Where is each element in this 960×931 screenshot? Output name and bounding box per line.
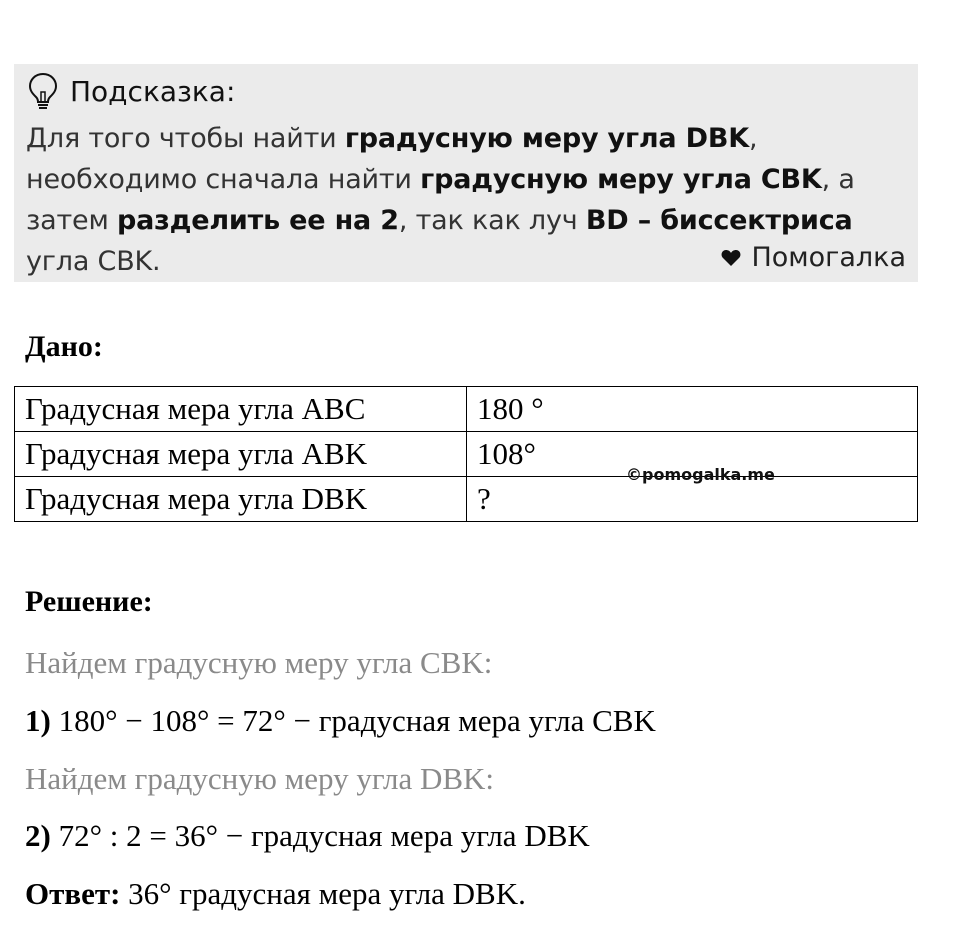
answer-label: Ответ: [25,876,121,911]
step2-number: 2) [25,818,51,853]
given-heading: Дано: [25,330,103,363]
step1-number: 1) [25,703,51,738]
hint-text-bold: градусную меру угла CBK [420,164,822,195]
hint-text-bold: разделить ее на 2 [117,205,399,236]
heart-icon [721,249,741,267]
hint-box [14,64,918,282]
lightbulb-icon [28,72,58,110]
hint-text-part: , а затем [26,164,855,236]
hint-text-part: , необходимо сначала найти [26,123,758,195]
table-cell: 108° [467,432,918,477]
hint-header [28,72,235,110]
hint-text-part: угла CBK. [26,246,161,277]
table-cell: Градусная мера угла ABK [15,432,467,477]
table-cell: Градусная мера угла DBK [15,477,467,522]
step1-intro: Найдем градусную меру угла CBK: [25,645,493,680]
table-cell: ? [467,477,918,522]
step1-line [25,703,656,739]
hint-text-bold: градусную меру угла DBK [344,123,749,154]
step2-line [25,818,590,854]
solution-heading: Решение: [25,585,153,618]
answer-text: 36° градусная мера угла DBK. [120,876,526,911]
hint-text-part: Для того чтобы найти [26,123,345,154]
table-row [15,477,918,522]
watermark: ©pomogalka.me [626,465,775,484]
brand-link[interactable] [721,242,906,273]
table-row [15,387,918,432]
step2-intro: Найдем градусную меру угла DBK: [25,761,495,796]
answer-line [25,876,526,912]
step1-text: 180° − 108° = 72° − градусная мера угла CBK [50,703,656,738]
step2-text: 72° : 2 = 36° − градусная мера угла DBK [50,818,590,853]
hint-title: Подсказка: [70,74,236,108]
table-cell: Градусная мера угла ABC [15,387,467,432]
brand-label: Помогалка [751,242,906,273]
hint-text-part: , так как луч [398,205,586,236]
given-table [14,386,918,522]
table-cell: 180 ° [467,387,918,432]
hint-text-bold: BD – биссектриса [585,205,853,236]
table-row [15,432,918,477]
